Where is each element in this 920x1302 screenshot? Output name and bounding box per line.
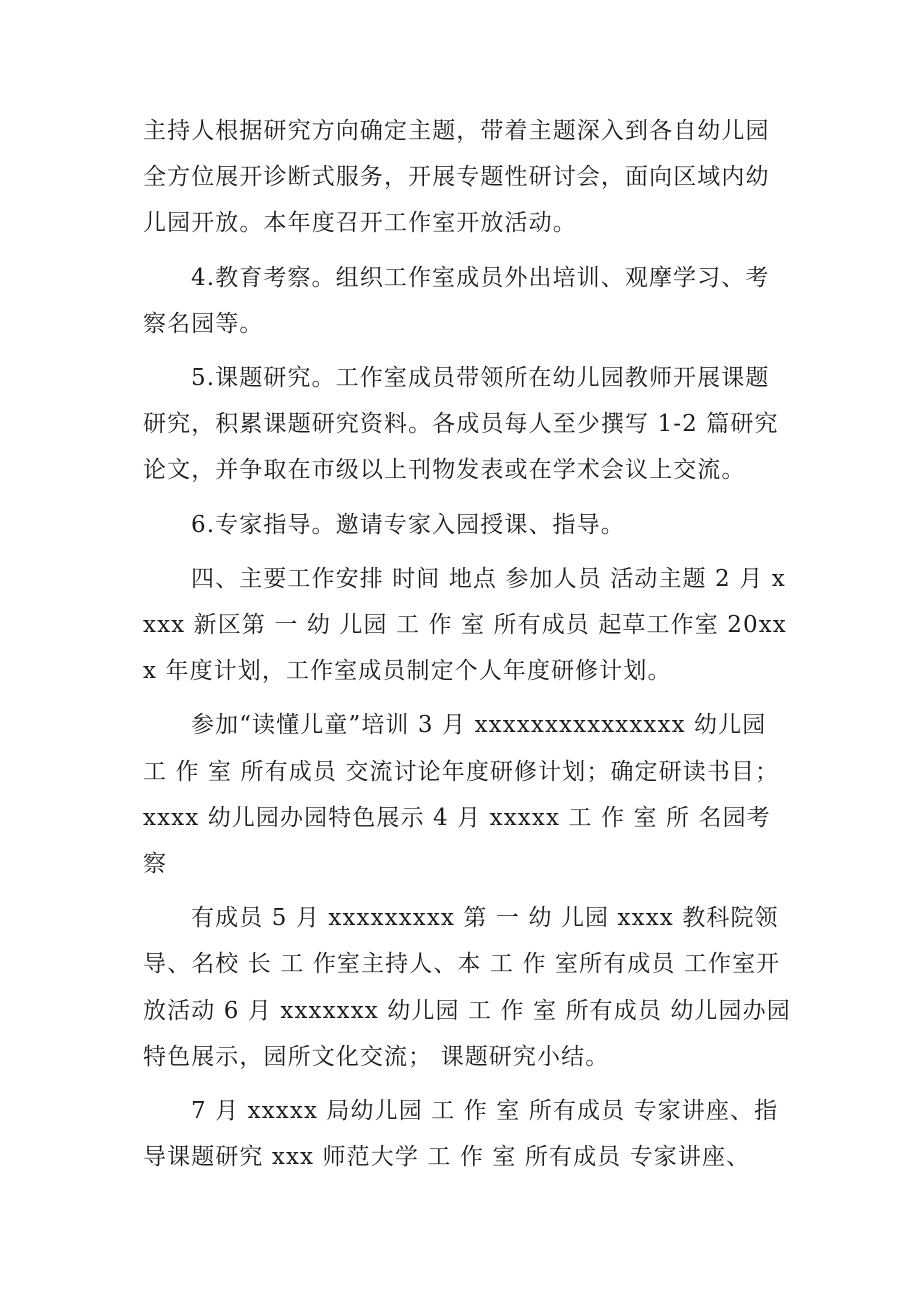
paragraph-july-activities: 7 月 xxxxx 局幼儿园 工 作 室 所有成员 专家讲座、指导课题研究 xxx 师范大学 工 作 室 所有成员 专家讲座、	[143, 1098, 779, 1171]
paragraph-training: 参加“读懂儿童”培训 3 月 xxxxxxxxxxxxxxx 幼儿园 工 作 室 所有成员 交流讨论年度研修计划；确定研读书目；xxxx 幼儿园办园特色展示 4 月 xxxxx 工 作 室 所 名园考察	[143, 712, 780, 878]
paragraph-members: 有成员 5 月 xxxxxxxxx 第 一 幼 儿园 xxxx 教科院领导、名校 长 工 作室主持人、本 工 作 室所有成员 工作室开放活动 6 月 xxxxxxx 幼儿园 工 作 室 所有成员 幼儿园办园特色展示，园所文化交流； 课题研究小结。	[143, 905, 791, 1070]
paragraph-education-inspection: 4.教育考察。组织工作室成员外出培训、观摩学习、考察名园等。	[143, 264, 770, 337]
paragraph-expert-guidance: 6.专家指导。邀请专家入园授课、指导。	[191, 511, 625, 538]
paragraph-work-schedule: 四、主要工作安排 时间 地点 参加人员 活动主题 2 月 xxxx 新区第 一 幼 儿园 工 作 室 所有成员 起草工作室 20xxx 年度计划，工作室成员制定个人年度研修计划。	[143, 565, 787, 685]
paragraph-continuation: 主持人根据研究方向确定主题，带着主题深入到各自幼儿园全方位展开诊断式服务，开展专题性研讨会，面向区域内幼儿园开放。本年度召开工作室开放活动。	[143, 118, 770, 237]
paragraph-research-project: 5.课题研究。工作室成员带领所在幼儿园教师开展课题研究，积累课题研究资料。各成员每人至少撰写 1-2 篇研究论文，并争取在市级以上刊物发表或在学术会议上交流。	[143, 365, 779, 484]
document-body	[143, 108, 793, 1180]
